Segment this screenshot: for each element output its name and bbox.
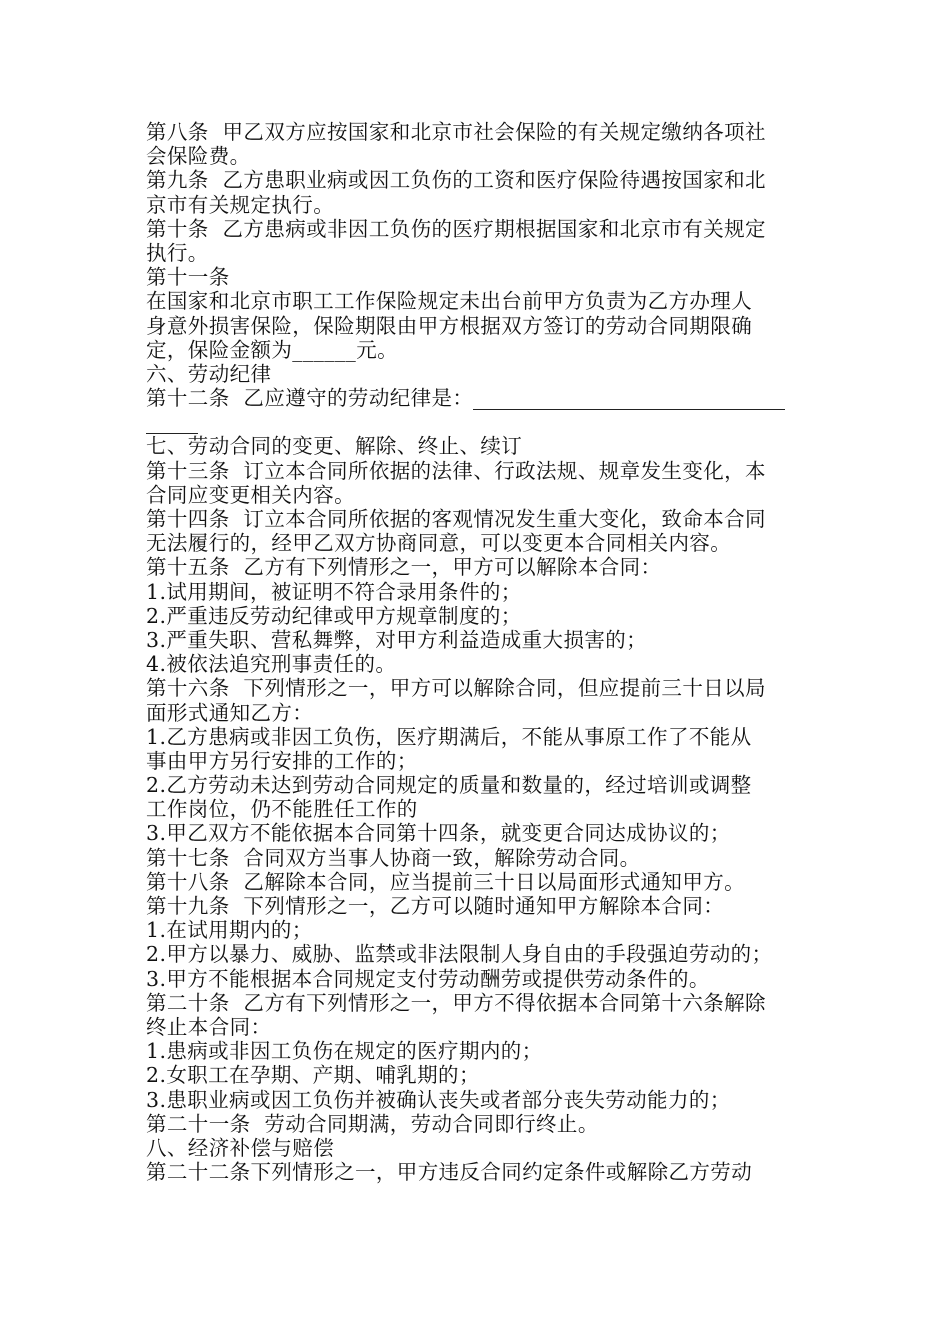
text-line: 会保险费。 — [146, 144, 251, 169]
list-item: 3.甲乙双方不能依据本合同第十四条，就变更合同达成协议的； — [146, 821, 731, 846]
list-item: 1.在试用期内的； — [146, 918, 313, 943]
text-line: 第二十二条下列情形之一，甲方违反合同约定条件或解除乙方劳动 — [146, 1160, 753, 1185]
text-line: 京市有关规定执行。 — [146, 192, 335, 217]
list-item: 事由甲方另行安排的工作的； — [146, 748, 418, 773]
list-item: 2.乙方劳动未达到劳动合同规定的质量和数量的，经过培训或调整 — [146, 773, 752, 798]
text-line: 第十六条 下列情形之一，甲方可以解除合同，但应提前三十日以局 — [146, 676, 766, 701]
list-item: 工作岗位，仍不能胜任工作的 — [146, 797, 418, 822]
text-line: 第十八条 乙解除本合同，应当提前三十日以局面形式通知甲方。 — [146, 869, 746, 894]
text-line: 定，保险金额为______元。 — [146, 337, 398, 362]
list-item: 1.患病或非因工负伤在规定的医疗期内的； — [146, 1039, 543, 1064]
text-line: 第十九条 下列情形之一，乙方可以随时通知甲方解除本合同： — [146, 894, 725, 918]
text-line: 第二十一条 劳动合同期满，劳动合同即行终止。 — [146, 1111, 599, 1136]
text-line: 第十七条 合同双方当事人协商一致，解除劳动合同。 — [146, 845, 641, 870]
text-line: 合同应变更相关内容。 — [146, 482, 355, 507]
list-item: 1.试用期间，被证明不符合录用条件的； — [146, 579, 522, 604]
text-line: 第十五条 乙方有下列情形之一，甲方可以解除本合同： — [146, 555, 662, 580]
list-item: 4.被依法追究刑事责任的。 — [146, 652, 397, 677]
text-line: 第十条 乙方患病或非因工负伤的医疗期根据国家和北京市有关规定 — [146, 216, 766, 241]
fill-in-blank — [146, 415, 198, 434]
text-line: 第十一条 — [146, 265, 230, 290]
text-line: 第十二条 乙应遵守的劳动纪律是： — [146, 386, 474, 411]
text-line-with-blank — [146, 386, 811, 410]
text-line: 在国家和北京市职工工作保险规定未出台前甲方负责为乙方办理人 — [146, 289, 753, 314]
list-item: 3.甲方不能根据本合同规定支付劳动酬劳或提供劳动条件的。 — [146, 966, 710, 991]
list-item: 2.严重违反劳动纪律或甲方规章制度的； — [146, 603, 522, 628]
text-line: 第十四条 订立本合同所依据的客观情况发生重大变化，致命本合同 — [146, 507, 766, 531]
section-heading: 七、劳动合同的变更、解除、终止、续订 — [146, 434, 523, 459]
text-line: 终止本合同： — [146, 1014, 272, 1039]
text-line: 第八条 甲乙双方应按国家和北京市社会保险的有关规定缴纳各项社 — [146, 120, 766, 144]
list-item: 3.严重失职、营私舞弊，对甲方利益造成重大损害的； — [146, 627, 648, 652]
text-line: 面形式通知乙方： — [146, 700, 314, 725]
text-line: 执行。 — [146, 240, 209, 265]
text-line: 无法履行的，经甲乙双方协商同意，可以变更本合同相关内容。 — [146, 531, 732, 556]
fill-in-blank-continuation — [146, 410, 811, 434]
list-item: 2.女职工在孕期、产期、哺乳期的； — [146, 1063, 480, 1088]
text-line: 第二十条 乙方有下列情形之一，甲方不得依据本合同第十六条解除 — [146, 990, 766, 1015]
document-body — [146, 120, 811, 1184]
list-item: 3.患职业病或因工负伤并被确认丧失或者部分丧失劳动能力的； — [146, 1087, 731, 1112]
text-line: 身意外损害保险，保险期限由甲方根据双方签订的劳动合同期限确 — [146, 313, 753, 338]
section-heading: 八、经济补偿与赔偿 — [146, 1135, 335, 1160]
fill-in-blank — [473, 391, 785, 410]
text-line: 第九条 乙方患职业病或因工负伤的工资和医疗保险待遇按国家和北 — [146, 168, 766, 193]
text-line: 第十三条 订立本合同所依据的法律、行政法规、规章发生变化，本 — [146, 458, 766, 483]
section-heading: 六、劳动纪律 — [146, 361, 272, 386]
list-item: 1.乙方患病或非因工负伤，医疗期满后，不能从事原工作了不能从 — [146, 724, 752, 749]
list-item: 2.甲方以暴力、威胁、监禁或非法限制人身自由的手段强迫劳动的； — [146, 942, 773, 967]
